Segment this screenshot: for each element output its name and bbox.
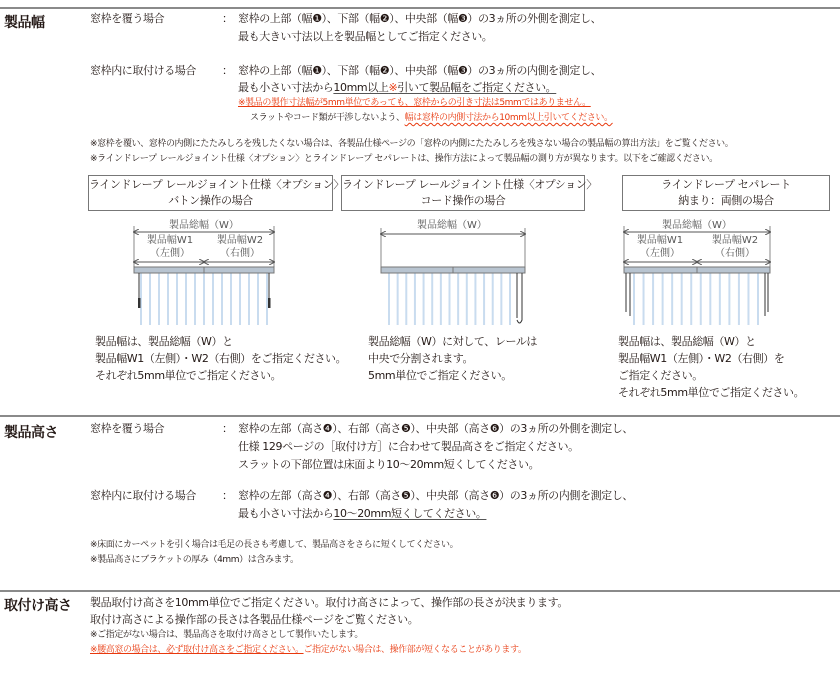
mount-line2: 取付け高さによる操作部の長さは各製品仕様ページをご覧ください。 — [90, 613, 419, 626]
text: 最も小さい寸法から — [238, 507, 334, 520]
diagram-desc: 製品幅W1（左側）・W2（右側）をご指定ください。 — [95, 352, 347, 365]
text: バトン操作の場合 — [168, 194, 253, 207]
diagram-baton — [134, 218, 274, 325]
colon: ： — [222, 422, 233, 435]
total-width-label: 製品総幅（W） — [417, 220, 487, 231]
cords — [626, 273, 768, 316]
slats — [634, 273, 758, 325]
cover-line2: 最も大きい寸法以上を製品幅としてご指定ください。 — [238, 30, 493, 43]
slats — [389, 273, 510, 325]
cover-line3: スラットの下部位置は床面より10～20mm短くしてください。 — [238, 458, 540, 471]
inside-line1: 窓枠の左部（高さ❹）、右部（高さ❺）、中央部（高さ❻）の3ヵ所の内側を測定し、 — [238, 489, 633, 502]
inside-line1: 窓枠の上部（幅❶）、下部（幅❷）、中央部（幅❸）の3ヵ所の内側を測定し、 — [238, 64, 602, 77]
diagram-desc: 5mm単位でご指定ください。 — [368, 369, 512, 382]
cover-line2: 仕様 129ページの［取付け方］に合わせて製品高さをご指定ください。 — [238, 440, 579, 453]
colon: ： — [222, 12, 233, 25]
total-width-label: 製品総幅（W） — [662, 220, 732, 231]
mount-note2 — [90, 643, 526, 657]
text: ラインドレープ レールジョイント仕様〈オプション〉 — [89, 178, 344, 191]
w1-label: 製品幅W1 — [146, 235, 194, 246]
diagram-desc: ご指定ください。 — [618, 369, 703, 382]
cover-line1: 窓枠の上部（幅❶）、下部（幅❷）、中央部（幅❸）の3ヵ所の外側を測定し、 — [238, 12, 602, 25]
diagram-desc: それぞれ5mm単位でご指定ください。 — [95, 369, 282, 382]
text: 最も小さい寸法から — [238, 81, 334, 94]
text: コード操作の場合 — [420, 194, 506, 207]
cord — [517, 273, 522, 323]
w2-label: 製品幅W2 — [711, 235, 759, 246]
section-title-width: 製品幅 — [4, 15, 45, 31]
text: 10mm以上 — [333, 81, 389, 94]
text: ラインドレープ レールジョイント仕様〈オプション〉 — [342, 178, 597, 191]
diagram-desc: 製品幅は、製品総幅（W）と — [618, 335, 756, 348]
w2-label: 製品幅W2 — [216, 235, 264, 246]
note: ※ラインドレープ レールジョイント仕様〈オプション〉とラインドレープ セパレートは、操作方法によって製品幅の測り方が異なります。以下をご確認ください。 — [90, 154, 718, 164]
text: 10～20mm短くしてください。 — [333, 507, 487, 520]
colon: ： — [222, 489, 233, 502]
section-title-mount-height: 取付け高さ — [4, 598, 72, 614]
text: ラインドレープ セパレート — [661, 178, 791, 191]
note: ※製品高さにブラケットの厚み（4mm）は含みます。 — [90, 555, 299, 565]
w2-side: （右側） — [715, 248, 755, 259]
cover-label: 窓枠を覆う場合 — [90, 422, 165, 435]
divider — [0, 590, 840, 592]
note: ※窓枠を覆い、窓枠の内側にたたみしろを残したくない場合は、各製品仕様ページの「窓枠の内側にたたみしろを残さない場合の製品幅の算出方法」をご覧ください。 — [90, 139, 734, 149]
diagram-desc: 製品幅W1（左側）・W2（右側）を — [618, 352, 785, 365]
text: 納まり：両側の場合 — [678, 194, 774, 207]
w1-side: （左側） — [640, 248, 680, 259]
w2-side: （右側） — [220, 248, 260, 259]
diagram-desc: 製品総幅（W）に対して、レールは — [368, 335, 538, 348]
baton-handle — [138, 298, 141, 308]
colon: ： — [222, 64, 233, 77]
diagram-desc: それぞれ5mm単位でご指定ください。 — [618, 386, 805, 399]
note: ※床面にカーペットを引く場合は毛足の長さも考慮して、製品高さをさらに短くしてください。 — [90, 540, 459, 550]
baton-handle — [268, 298, 271, 308]
diagram-desc: 中央で分割されます。 — [368, 352, 474, 365]
inside-label: 窓枠内に取付ける場合 — [90, 489, 196, 502]
cover-label: 窓枠を覆う場合 — [90, 12, 165, 25]
text: ご指定がない場合は、操作部が短くなることがあります。 — [303, 645, 527, 655]
diagram-cord — [381, 218, 525, 325]
total-width-label: 製品総幅（W） — [169, 220, 239, 231]
inside-label: 窓枠内に取付ける場合 — [90, 64, 196, 77]
text: 幅は窓枠の内側寸法から10mm以上引いてください。 — [404, 113, 613, 123]
diagram-separate — [624, 218, 770, 325]
inside-note1: ※製品の製作寸法幅が5mm単位であっても、窓枠からの引き寸法は5mmではありません。 — [238, 98, 591, 108]
mount-line1: 製品取付け高さを10mm単位でご指定ください。取付け高さによって、操作部の長さが決まります。 — [90, 596, 568, 609]
text: 引いて製品幅をご指定ください。 — [397, 81, 557, 94]
mount-note1: ※ご指定がない場合は、製品高さを取付け高さとして製作いたします。 — [90, 630, 364, 640]
divider — [0, 415, 840, 417]
diagram-desc: 製品幅は、製品総幅（W）と — [95, 335, 233, 348]
text: ※ — [388, 81, 398, 94]
w1-side: （左側） — [150, 248, 190, 259]
text: スラットやコード類が干渉しないよう、 — [250, 113, 405, 123]
slats — [141, 273, 267, 325]
inside-line2 — [238, 505, 486, 522]
section-title-height: 製品高さ — [4, 425, 58, 441]
w1-label: 製品幅W1 — [636, 235, 684, 246]
text: ※腰高窓の場合は、必ず取付け高さをご指定ください。 — [90, 645, 304, 655]
cover-line1: 窓枠の左部（高さ❹）、右部（高さ❺）、中央部（高さ❻）の3ヵ所の外側を測定し、 — [238, 422, 633, 435]
